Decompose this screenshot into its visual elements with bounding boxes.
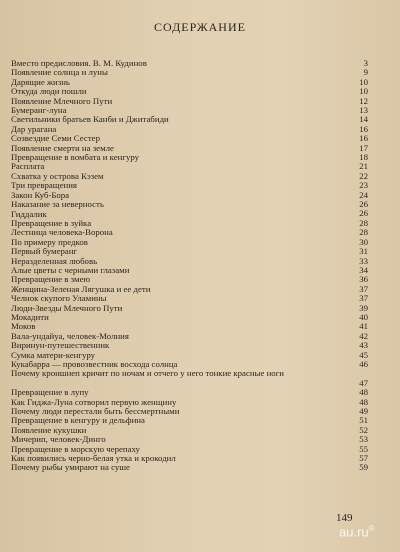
toc-entry-title: Неразделенная любовь xyxy=(11,255,98,266)
toc-entry-title: Дар урагана xyxy=(11,123,57,134)
toc-entry-title: Светильники братьев Канби и Джитабиди xyxy=(11,114,169,125)
toc-entry-page: 59 xyxy=(359,462,368,473)
toc-entry xyxy=(11,313,368,322)
toc-entry-page: 41 xyxy=(359,321,368,332)
toc-entry-title: Дарящие жизнь xyxy=(11,76,70,87)
toc-entry-page: 24 xyxy=(359,189,368,200)
toc-entry-page: 34 xyxy=(359,264,368,275)
toc-entry-page: 21 xyxy=(359,161,368,172)
toc-entry-title: Расплата xyxy=(11,161,45,172)
toc-entry-page: 18 xyxy=(359,152,368,163)
watermark xyxy=(339,524,375,539)
toc-entry-title: Превращение в змею xyxy=(11,274,91,285)
toc-entry-page: 49 xyxy=(359,406,368,417)
toc-entry-title: Появление солнца и луны xyxy=(11,67,108,78)
toc-entry-page: 51 xyxy=(359,415,368,426)
toc-entry-title: Почему рыбы умирают на суше xyxy=(11,462,130,473)
toc-entry-page: 57 xyxy=(359,453,368,464)
toc-entry-page: 31 xyxy=(359,246,368,257)
toc-entry-title: Превращение в зуйка xyxy=(11,217,92,228)
toc-entry-title: Женщина-Зеленая Лягушка и ее дети xyxy=(11,283,151,294)
toc-entry-title: Как Гиджа-Луна сотворил первую женщину xyxy=(11,396,177,407)
toc-entry xyxy=(11,463,368,472)
toc-entry-title: Вместо предисловия. В. М. Кудинов xyxy=(11,58,147,68)
toc-entry-title: Челнок скупого Уламины xyxy=(11,293,107,304)
toc-entry-title: Бумеранг-луна xyxy=(11,105,67,116)
toc-entry-page: 48 xyxy=(359,396,368,407)
toc-entry xyxy=(11,304,368,313)
toc-entry-page: 45 xyxy=(359,349,368,360)
toc-entry-page: 10 xyxy=(359,76,368,87)
toc-entry-page: 28 xyxy=(359,217,368,228)
toc-entry-title: Превращение в кенгуру и дельфина xyxy=(11,415,145,426)
toc-entry-title: Почему кроншнеп кричит по ночам и отчего у него тонкие красные ноги xyxy=(11,368,285,379)
toc-entry-title: Люди-Звезды Млечного Пути xyxy=(11,302,123,313)
toc-entry-title: Почему люди перестали быть бессмертными xyxy=(11,406,180,417)
toc-entry-title: Откуда люди пошли xyxy=(11,86,87,97)
toc-entry-title: Превращение в лупу xyxy=(11,387,89,398)
toc-entry xyxy=(11,115,368,124)
toc-entry-title: Лестница человека-Ворона xyxy=(11,227,113,238)
toc-entry-title: Появление Млечного Пути xyxy=(11,95,113,106)
toc-entry-title: Созвездие Семи Сестер xyxy=(11,133,100,144)
toc-entry-page: 10 xyxy=(359,86,368,97)
toc-entry-page: 52 xyxy=(359,424,368,435)
toc-entry-title: Появление кукушки xyxy=(11,424,87,435)
toc-entry-page: 23 xyxy=(359,180,368,191)
toc-entry-page: 3 xyxy=(363,57,368,68)
toc-entry-title: Схватка у острова Кэзем xyxy=(11,170,104,181)
toc-entry-page: 39 xyxy=(359,302,368,313)
page-number: 149 xyxy=(336,512,353,524)
toc-entry-page: 28 xyxy=(359,227,368,238)
toc-entry-title: Моков xyxy=(11,321,36,332)
toc-entry-title: Кукабарра — провозвестник восхода солнца xyxy=(11,359,178,369)
toc-entry-page: 12 xyxy=(359,95,368,106)
toc-entry xyxy=(11,200,368,209)
toc-entry-page: 26 xyxy=(359,199,368,210)
toc-entry-page: 40 xyxy=(359,311,368,322)
toc-entry-page: 53 xyxy=(359,434,368,445)
toc-entry-page: 16 xyxy=(359,123,368,134)
toc-entry xyxy=(11,369,368,388)
toc-entry-title: Три превращения xyxy=(11,180,77,191)
toc-entry-title: Закон Куб-Бора xyxy=(11,189,70,200)
toc-entry-page: 42 xyxy=(359,330,368,341)
toc-entry-page: 43 xyxy=(359,340,368,351)
toc-entry-page: 22 xyxy=(359,170,368,181)
toc-entry-page: 17 xyxy=(359,142,368,153)
toc-entry-page: 13 xyxy=(359,105,368,116)
toc-entry-title: Первый бумеранг xyxy=(11,246,78,257)
toc-entry-title: Мичерип, человек-Динго xyxy=(11,434,106,445)
watermark-mark: ® xyxy=(368,524,375,533)
toc-entry-page: 9 xyxy=(363,67,368,78)
toc-entry-title: По примеру предков xyxy=(11,236,88,247)
toc-entry-page: 37 xyxy=(359,283,368,294)
page-title: СОДЕРЖАНИЕ xyxy=(154,20,246,34)
toc-entry-title: Превращение в вомбата и кенгуру xyxy=(11,152,140,163)
toc-entry-page: 47 xyxy=(359,377,368,388)
toc-entry-title: Виринун-путешественник xyxy=(11,340,110,351)
toc-entry-title: Мокадити xyxy=(11,311,49,322)
toc-entry-title: Наказание за неверность xyxy=(11,199,104,210)
toc-entry-title: Сумка матери-кенгуру xyxy=(11,349,96,360)
toc-entry-title: Алые цветы с черными глазами xyxy=(11,264,130,275)
toc-entry-page: 37 xyxy=(359,293,368,304)
toc-entry-page: 26 xyxy=(359,208,368,219)
toc-entry-title: Вала-ундайуа, человек-Молния xyxy=(11,330,129,341)
toc-entry-title: Как появились черно-белая утка и крокодил xyxy=(11,453,176,464)
toc-entry xyxy=(11,153,368,162)
toc-entry-page: 46 xyxy=(359,358,368,369)
watermark-text: au.ru xyxy=(339,524,369,540)
toc-entry-page: 55 xyxy=(359,443,368,454)
toc-entry-title: Гиддалик xyxy=(11,208,47,219)
toc-entry-page: 30 xyxy=(359,236,368,247)
toc-entry-page: 36 xyxy=(359,274,368,285)
toc-entry-page: 48 xyxy=(359,387,368,398)
toc-entry-page: 16 xyxy=(359,133,368,144)
toc-entry-title: Появление смерти на земле xyxy=(11,142,114,153)
table-of-contents xyxy=(11,59,368,473)
toc-entry-page: 14 xyxy=(359,114,368,125)
toc-entry-page: 33 xyxy=(359,255,368,266)
toc-entry-title: Превращение в морскую черепаху xyxy=(11,443,140,454)
